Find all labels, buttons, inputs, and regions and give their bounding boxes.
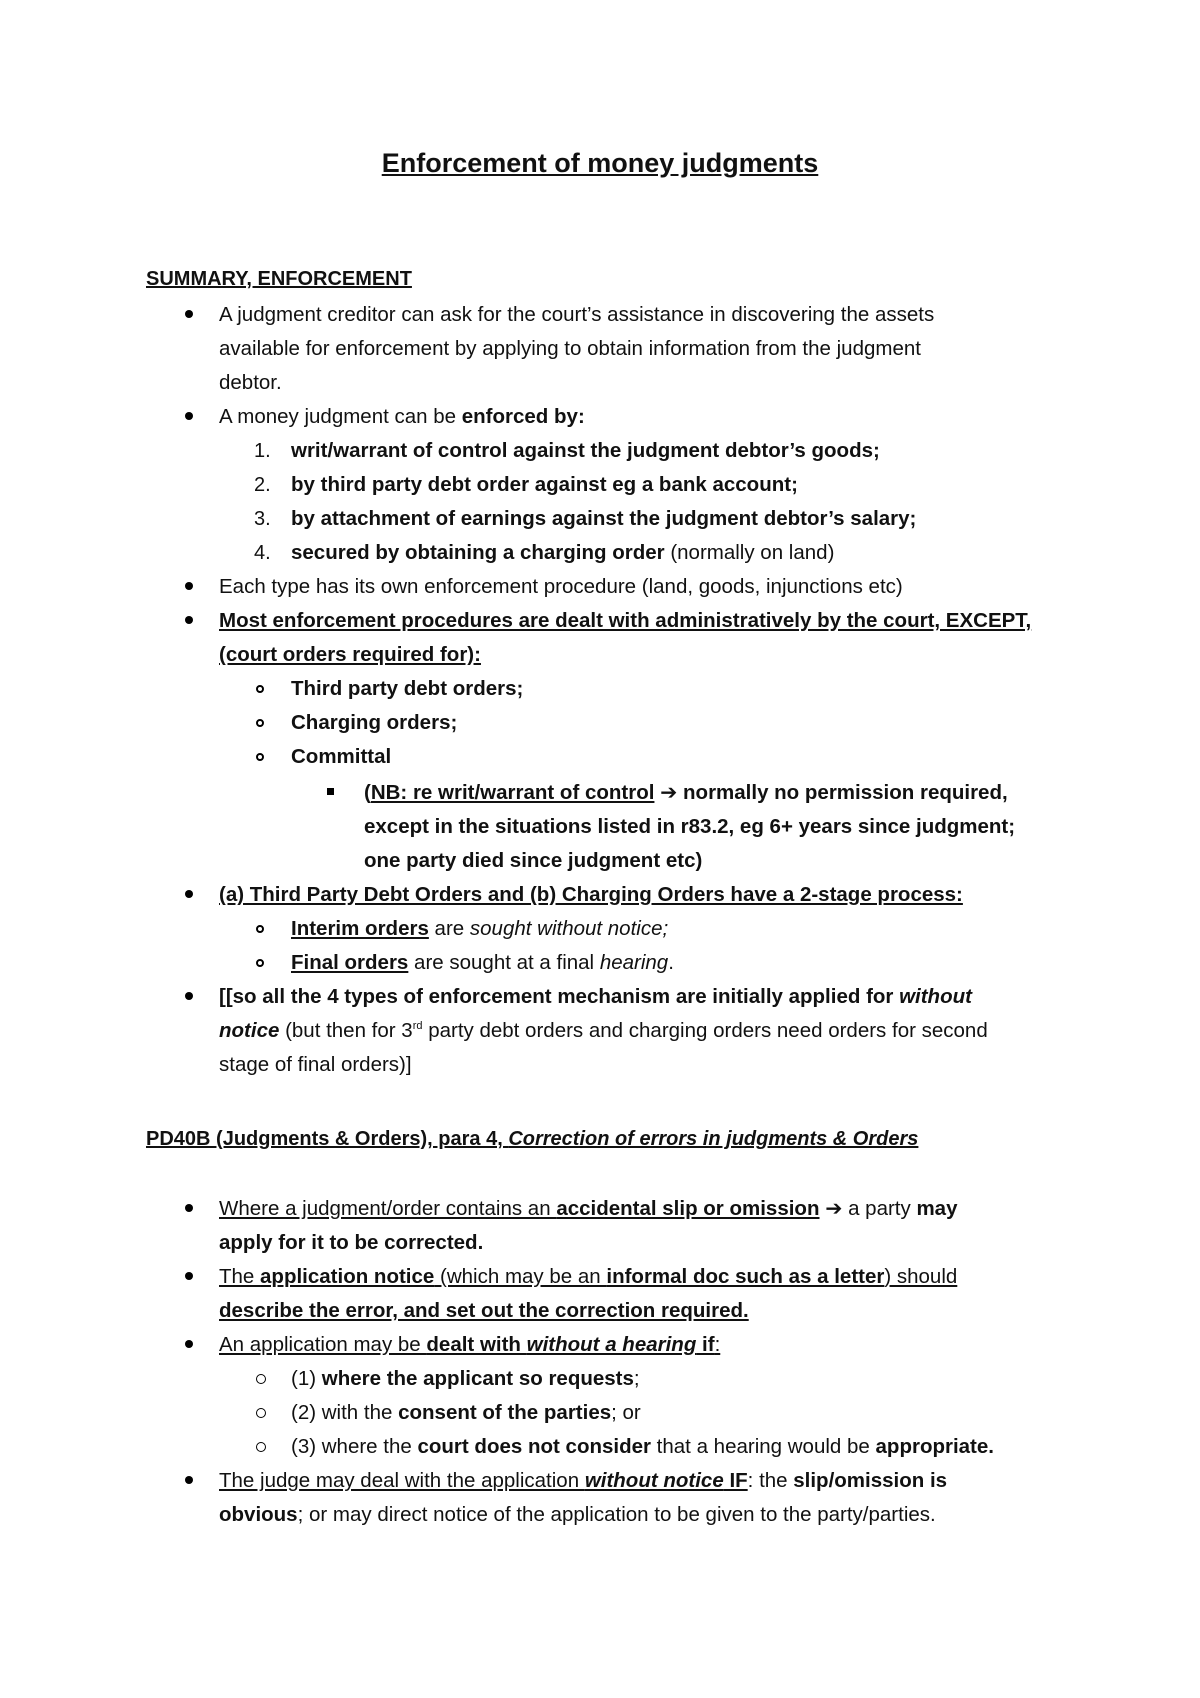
sub-bullet-circle [256,753,264,761]
list-number: 1. [254,440,271,462]
bullet-dot [185,1340,193,1348]
sub-list-item: (2) with the consent of the parties; or [291,1401,641,1424]
paragraph-line: Where a judgment/order contains an accidental slip or omission ➔ a party may [219,1197,958,1220]
arrow-icon: ➔ [660,781,678,804]
paragraph-line: obvious; or may direct notice of the application to be given to the party/parties. [219,1503,936,1526]
note-line: one party died since judgment etc) [364,849,703,872]
bullet-dot [185,1272,193,1280]
sub-sub-bullet-square [327,788,334,795]
list-item: secured by obtaining a charging order (normally on land) [291,541,835,564]
sub-bullet-circle [256,1442,266,1452]
bullet-dot [185,1476,193,1484]
arrow-icon: ➔ [825,1197,843,1220]
paragraph-line: A judgment creditor can ask for the court’s assistance in discovering the assets [219,303,935,326]
bullet-dot [185,412,193,420]
sub-bullet-circle [256,685,264,693]
paragraph-line: The judge may deal with the application without notice IF: the slip/omission is [219,1469,948,1492]
sub-list-item: (3) where the court does not consider that a hearing would be appropriate. [291,1435,994,1458]
bullet-dot [185,582,193,590]
paragraph-line: notice (but then for 3rd party debt orders and charging orders need orders for second [219,1019,988,1042]
paragraph-line: [[so all the 4 types of enforcement mechanism are initially applied for without [219,985,972,1008]
list-item: by third party debt order against eg a bank account; [291,473,798,496]
sub-bullet-circle [256,1374,266,1384]
sub-bullet-circle [256,925,264,933]
bullet-dot [185,1204,193,1212]
bullet-dot [185,310,193,318]
note-line: except in the situations listed in r83.2, eg 6+ years since judgment; [364,815,1016,838]
sub-bullet-circle [256,1408,266,1418]
section-heading-pd40b: PD40B (Judgments & Orders), para 4, Correction of errors in judgments & Orders [146,1128,919,1150]
list-item: writ/warrant of control against the judgment debtor’s goods; [291,439,880,462]
sub-bullet-circle [256,959,264,967]
sub-bullet-circle [256,719,264,727]
paragraph-line: (court orders required for): [219,643,481,666]
sub-list-item: (1) where the applicant so requests; [291,1367,640,1390]
bullet-dot [185,616,193,624]
paragraph-line: Each type has its own enforcement procedure (land, goods, injunctions etc) [219,575,903,598]
list-number: 3. [254,508,271,530]
sub-list-item: Third party debt orders; [291,677,524,700]
list-item: by attachment of earnings against the judgment debtor’s salary; [291,507,917,530]
paragraph-line: apply for it to be corrected. [219,1231,484,1254]
page-title: Enforcement of money judgments [381,148,819,178]
list-number: 2. [254,474,271,496]
note-line: (NB: re writ/warrant of control ➔ normally no permission required, [364,781,1008,804]
paragraph-line: available for enforcement by applying to obtain information from the judgment [219,337,921,360]
paragraph-line: A money judgment can be enforced by: [219,405,585,428]
sub-list-item: Committal [291,745,392,768]
paragraph-line: debtor. [219,371,282,394]
paragraph-line: An application may be dealt with without a hearing if: [219,1333,721,1356]
section-heading-summary: SUMMARY, ENFORCEMENT [146,268,412,290]
bullet-dot [185,890,193,898]
paragraph-line: Most enforcement procedures are dealt with administratively by the court, EXCEPT, [219,609,1032,632]
paragraph-line: describe the error, and set out the correction required. [219,1299,749,1322]
paragraph-line: stage of final orders)] [219,1053,412,1076]
sub-list-item: Charging orders; [291,711,458,734]
bullet-dot [185,992,193,1000]
sub-list-item: Final orders are sought at a final hearing. [291,951,674,974]
paragraph-line: (a) Third Party Debt Orders and (b) Charging Orders have a 2-stage process: [219,883,963,906]
list-number: 4. [254,542,271,564]
paragraph-line: The application notice (which may be an informal doc such as a letter) should [219,1265,958,1288]
sub-list-item: Interim orders are sought without notice; [291,917,669,940]
